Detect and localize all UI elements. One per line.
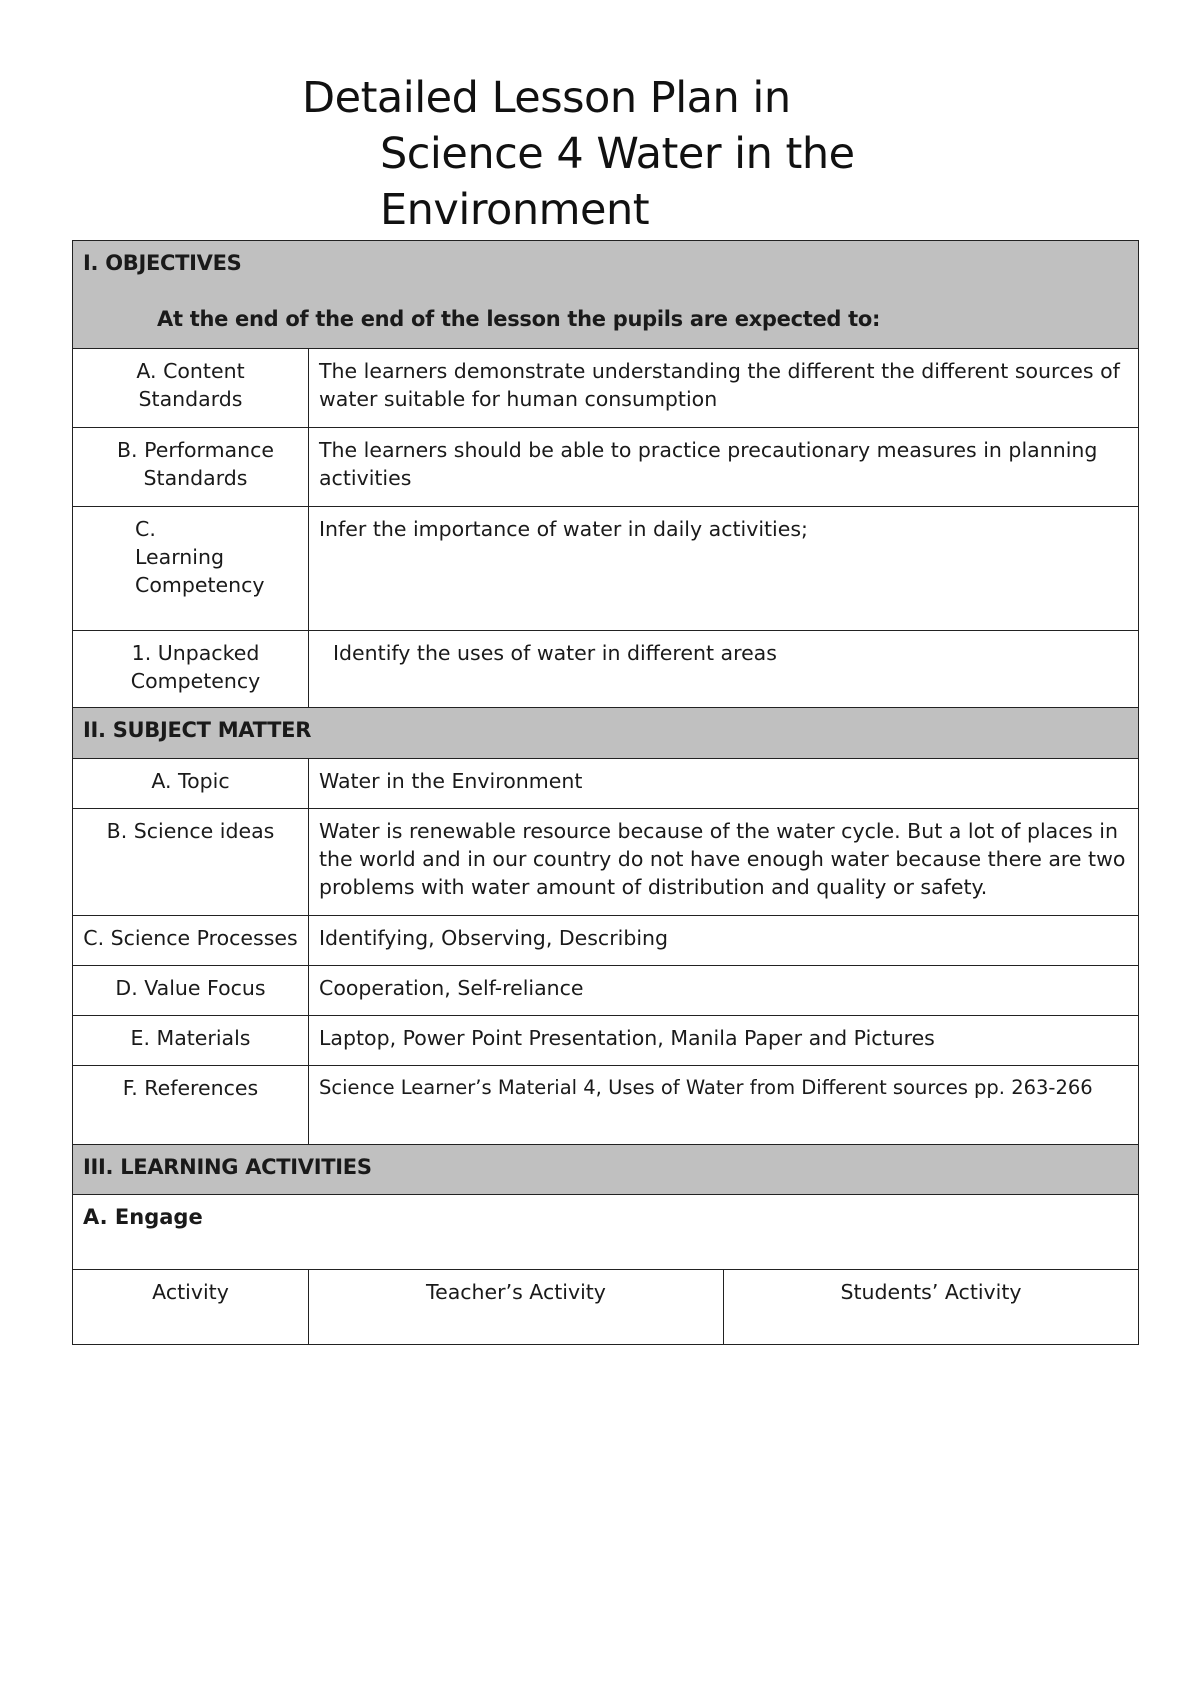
row-label: C. Science Processes: [73, 916, 309, 966]
document-title: [302, 70, 855, 238]
objectives-heading: I. OBJECTIVES: [83, 251, 242, 275]
table-row: [73, 631, 1139, 708]
title-line-1: Detailed Lesson Plan in: [302, 73, 791, 123]
row-value: The learners demonstrate understanding the different the different sources of water suitable for human consumption: [309, 349, 1139, 428]
row-label: C. Learning Competency: [73, 507, 309, 631]
objectives-header: [73, 241, 1139, 349]
column-students-activity: Students’ Activity: [724, 1270, 1139, 1345]
row-label: D. Value Focus: [73, 966, 309, 1016]
row-value: Identify the uses of water in different areas: [309, 631, 1139, 708]
table-row: [73, 428, 1139, 507]
objectives-header-row: [73, 241, 1139, 349]
table-row: [73, 507, 1139, 631]
table-row: [73, 1066, 1139, 1145]
row-value: Identifying, Observing, Describing: [309, 916, 1139, 966]
row-label: B. Science ideas: [73, 809, 309, 916]
table-row: [73, 966, 1139, 1016]
activity-columns-row: [73, 1270, 1139, 1345]
row-value: Water is renewable resource because of the water cycle. But a lot of places in the world and in our country do not have enough water because there are two problems with water amount of distribution and quality or safety.: [309, 809, 1139, 916]
engage-heading: A. Engage: [73, 1195, 1139, 1270]
table-row: [73, 809, 1139, 916]
row-label: F. References: [73, 1066, 309, 1145]
row-label: B. Performance Standards: [73, 428, 309, 507]
objectives-intro: At the end of the end of the lesson the pupils are expected to:: [157, 307, 881, 331]
engage-row: [73, 1195, 1139, 1270]
learning-activities-heading: III. LEARNING ACTIVITIES: [73, 1145, 1139, 1195]
row-value: Infer the importance of water in daily activities;: [309, 507, 1139, 631]
learning-activities-header-row: [73, 1145, 1139, 1195]
table-row: [73, 759, 1139, 809]
row-value: Laptop, Power Point Presentation, Manila Paper and Pictures: [309, 1016, 1139, 1066]
subject-matter-header-row: [73, 708, 1139, 759]
column-activity: Activity: [73, 1270, 309, 1345]
table-row: [73, 349, 1139, 428]
row-label: A. Topic: [73, 759, 309, 809]
row-value: Water in the Environment: [309, 759, 1139, 809]
row-value: The learners should be able to practice precautionary measures in planning activities: [309, 428, 1139, 507]
lesson-plan-table: [72, 240, 1139, 1345]
row-value: Cooperation, Self-reliance: [309, 966, 1139, 1016]
title-line-3: Environment: [380, 185, 650, 235]
table-row: [73, 916, 1139, 966]
title-line-2: Science 4 Water in the: [380, 129, 855, 179]
column-teachers-activity: Teacher’s Activity: [309, 1270, 724, 1345]
row-label: A. Content Standards: [73, 349, 309, 428]
row-label: 1. Unpacked Competency: [73, 631, 309, 708]
row-label: E. Materials: [73, 1016, 309, 1066]
table-row: [73, 1016, 1139, 1066]
row-value: Science Learner’s Material 4, Uses of Water from Different sources pp. 263-266: [309, 1066, 1139, 1145]
subject-matter-heading: II. SUBJECT MATTER: [73, 708, 1139, 759]
